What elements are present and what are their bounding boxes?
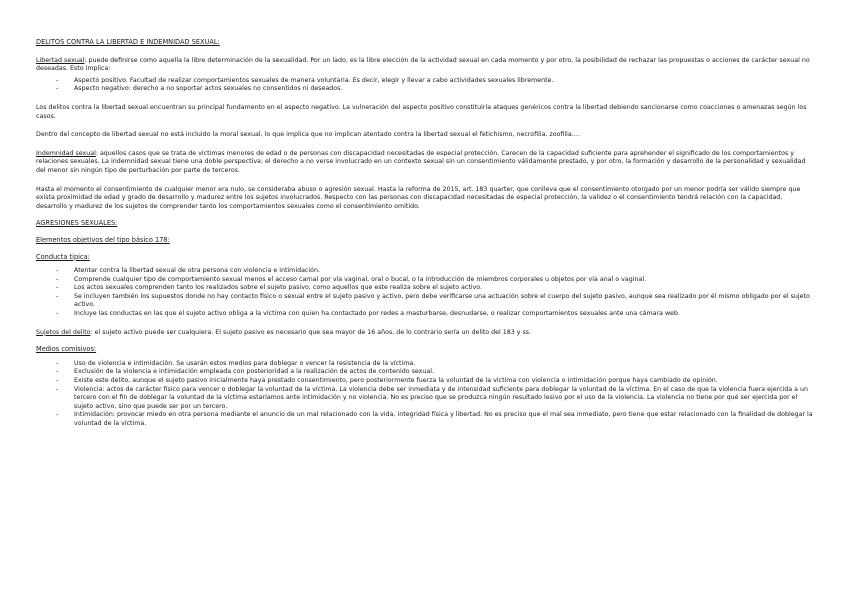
list-item: - Se incluyen también los supuestos donde no hay contacto físico o sexual entre el sujeto pasivo y activo, pero debe verificarse una actuación sobre el cuerpo del sujeto pasivo, aunque sea realizado por él mismo obligado por el sujeto activo. xyxy=(36,293,814,310)
list-item: - Intimidación: provocar miedo en otra persona mediante el anuncio de un mal relacionado con la vida, integridad física y libertad. No es preciso que el mal sea inmediato, pero tiene que estar relacionado con la finalidad de doblegar la voluntad de la víctima. xyxy=(36,411,814,428)
document-title: DELITOS CONTRA LA LIBERTAD E INDEMNIDAD SEXUAL: xyxy=(36,38,220,46)
elementos-heading: Elementos objetivos del tipo básico 178: xyxy=(36,235,170,244)
libertad-term: Libertad sexual xyxy=(36,56,85,64)
sujetos-text: : el sujeto activo puede ser cualquiera. El sujeto pasivo es necesario que sea mayor de 16 años, de lo contrario sería un delito del 183 y ss. xyxy=(90,328,532,336)
list-item: - Violencia: actos de carácter físico para vencer o doblegar la voluntad de la víctima. La violencia debe ser inmediata y de intensidad suficiente para doblegar la voluntad de la víctima. En el caso de que la violencia fuera ejercida a un tercero con el fin de doblegar la voluntad de la víctima estaríamos ante intimidación y no violencia. No es preciso que se produzca ningún resultado lesivo por el uso de la violencia. La violencia no tiene por qué ser ejercida por el sujeto activo, sino que puede ser por un tercero. xyxy=(36,386,814,412)
list-item: - Aspecto positivo. Facultad de realizar comportamientos sexuales de manera voluntaria. Es decir, elegir y llevar a cabo actividades sexuales libremente. xyxy=(36,77,814,86)
libertad-text: : puede definirse como aquella la libre determinación de la sexualidad. Por un lado, es la libre elección de la actividad sexual en cada momento y por otro, la posibilidad de rechazar las propuestas o acciones de carácter sexual no deseadas. Esto implica: xyxy=(36,56,810,73)
list-item: - Atentar contra la libertad sexual de otra persona con violencia e intimidación. xyxy=(36,267,814,276)
list-item: - Aspecto negativo: derecho a no soportar actos sexuales no consentidos ni deseados. xyxy=(36,85,814,94)
sujetos-term: Sujetos del delito xyxy=(36,328,91,336)
medios-heading: Medios comisivos: xyxy=(36,345,97,354)
medios-list xyxy=(36,360,814,429)
conducta-heading: Conducta típica: xyxy=(36,252,90,261)
document-page xyxy=(36,38,814,429)
list-item: - Incluye las conductas en las que el sujeto activo obliga a la víctima con quien ha contactado por redes a masturbarse, desnudarse, o realizar comportamientos sexuales ante una cámara web. xyxy=(36,310,814,319)
indemnidad-paragraph xyxy=(36,150,814,176)
list-item: - Exclusión de la violencia e intimidación empleada con posterioridad a la realización de actos de contenido sexual. xyxy=(36,368,814,377)
list-item: - Los actos sexuales comprenden tanto los realizados sobre el sujeto pasivo, como aquellos que este realiza sobre el sujeto activo. xyxy=(36,284,814,293)
libertad-paragraph xyxy=(36,57,814,74)
list-item: - Comprende cualquier tipo de comportamiento sexual menos el acceso carnal por vía vaginal, oral o bucal, o la introducción de miembros corporales u objetos por vía anal o vaginal. xyxy=(36,276,814,285)
paragraph-consentimiento: Hasta el momento el consentimiento de cualquier menor era nulo, se consideraba abuso o agresión sexual. Hasta la reforma de 2015, art. 183 quarter, que conlleva que el consentimiento otorgado por un menor podría ser válido siempre que exista proximidad de edad y grado de desarrollo y madurez entre los sujetos involucrados. Respecto con las personas con discapacidad necesitadas de especial protección, la validez o el consentimiento tendrá relación con la capacidad, desarrollo y madurez de los sujetos de comprender tanto los comportamientos sexuales como el consentimiento omitido. xyxy=(36,185,801,210)
list-item: - Uso de violencia e intimidación. Se usarán estos medios para doblegar o vencer la resistencia de la víctima. xyxy=(36,360,814,369)
paragraph-fundamento: Los delitos contra la libertad sexual encuentran su principal fundamento en el aspecto negativo. La vulneración del aspecto positivo constituiría ataques genéricos contra la libertad debiendo sancionarse como coacciones o amenazas según los casos. xyxy=(36,103,807,120)
indemnidad-term: Indemnidad sexual xyxy=(36,149,96,157)
indemnidad-text: : aquellos casos que se trata de víctimas menores de edad o de personas con discapacidad necesitadas de especial protección. Carecen de la capacidad suficiente para aprehender el significado de los comportamientos y relaciones sexuales. La indemnidad sexual tiene una doble perspectiva: el derecho a no verse involucrado en un contexto sexual sin un consentimiento válidamente prestado, y por otro, la formación y desarrollo de la personalidad y sexualidad del menor sin ningún tipo de perturbación por parte de terceros. xyxy=(36,149,806,174)
libertad-list xyxy=(36,77,814,94)
agresiones-heading: AGRESIONES SEXUALES: xyxy=(36,219,118,228)
list-item: - Existe este delito, aunque el sujeto pasivo inicialmente haya prestado consentimiento, pero posteriormente fuerza la voluntad de la víctima con violencia o intimidación porque haya cambiado de opinión. xyxy=(36,377,814,386)
conducta-list xyxy=(36,267,814,319)
sujetos-paragraph xyxy=(36,329,814,338)
paragraph-moral: Dentro del concepto de libertad sexual no está incluido la moral sexual, lo que implica que no implican atentado contra la libertad sexual el fetichismo, necrofilia, zoofilia…. xyxy=(36,131,581,139)
